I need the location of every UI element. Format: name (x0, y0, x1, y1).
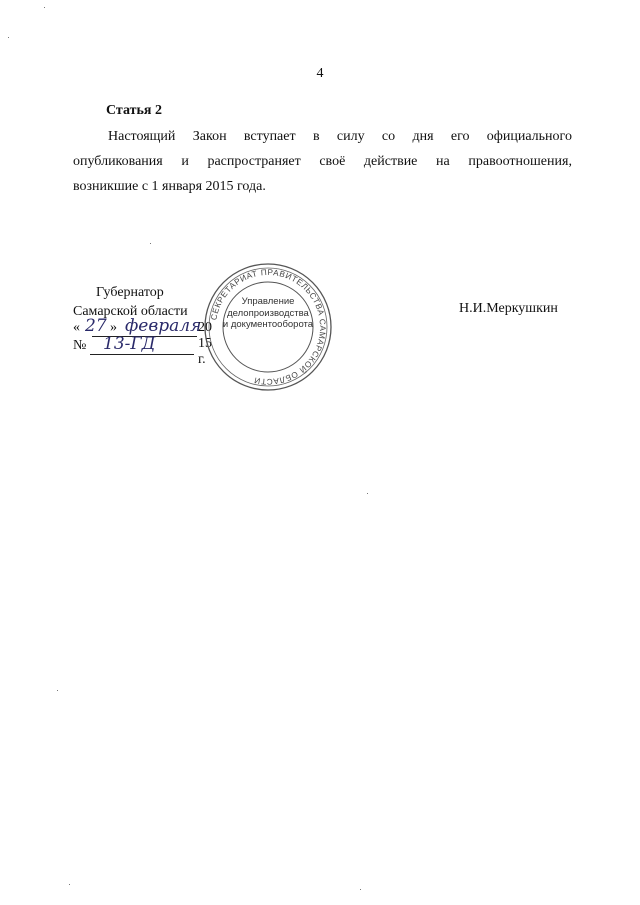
date-open-quote: « (73, 320, 80, 335)
date-close-quote: » (110, 320, 117, 335)
signatory-title: Губернатор (96, 285, 164, 300)
signatory-region: Самарской области (73, 304, 188, 319)
article-word: своё (319, 154, 346, 169)
article-line-3: возникшие с 1 января 2015 года. (73, 179, 266, 194)
scan-speck (150, 243, 151, 244)
seal-ring-text: СЕКРЕТАРИАТ ПРАВИТЕЛЬСТВА САМАРСКОЙ ОБЛАСТИ (209, 267, 328, 387)
article-word: дня (412, 129, 434, 144)
scan-speck (367, 493, 368, 494)
article-title: Статья 2 (106, 103, 162, 118)
article-word: в (312, 129, 320, 144)
seal-center-text (220, 296, 316, 331)
article-word: и (181, 154, 189, 169)
date-year: 20 15 г. (198, 320, 212, 367)
article-word: правоотношения, (468, 154, 572, 169)
signatory-name: Н.И.Меркушкин (459, 301, 558, 316)
scan-speck (360, 889, 361, 890)
article-word: действие (363, 154, 418, 169)
scan-speck (57, 690, 58, 691)
article-word: его (450, 129, 470, 144)
number-sign: № (73, 338, 87, 353)
page-number: 4 (316, 66, 324, 81)
scan-speck (44, 7, 45, 8)
scan-speck (8, 37, 9, 38)
date-day-handwritten: 27 (85, 316, 107, 336)
article-word: официального (486, 129, 572, 144)
article-word: на (436, 154, 450, 169)
scan-speck (69, 884, 70, 885)
article-body (73, 124, 572, 199)
article-line-1 (73, 124, 572, 149)
seal-line-2: делопроизводства (227, 307, 309, 319)
article-word: Настоящий (108, 129, 176, 144)
article-word: силу (336, 129, 365, 144)
date-month-handwritten: февраля (125, 316, 202, 336)
article-word: со (381, 129, 396, 144)
number-underline (90, 354, 194, 355)
article-word: опубликования (73, 154, 163, 169)
seal-line-1: Управление (241, 296, 295, 307)
article-line-2 (73, 149, 572, 174)
article-word: вступает (243, 129, 296, 144)
seal-line-3: и документооборота (222, 319, 314, 330)
law-number-handwritten: 13-ГД (103, 334, 156, 354)
article-word: Закон (192, 129, 227, 144)
article-word: распространяет (207, 154, 301, 169)
